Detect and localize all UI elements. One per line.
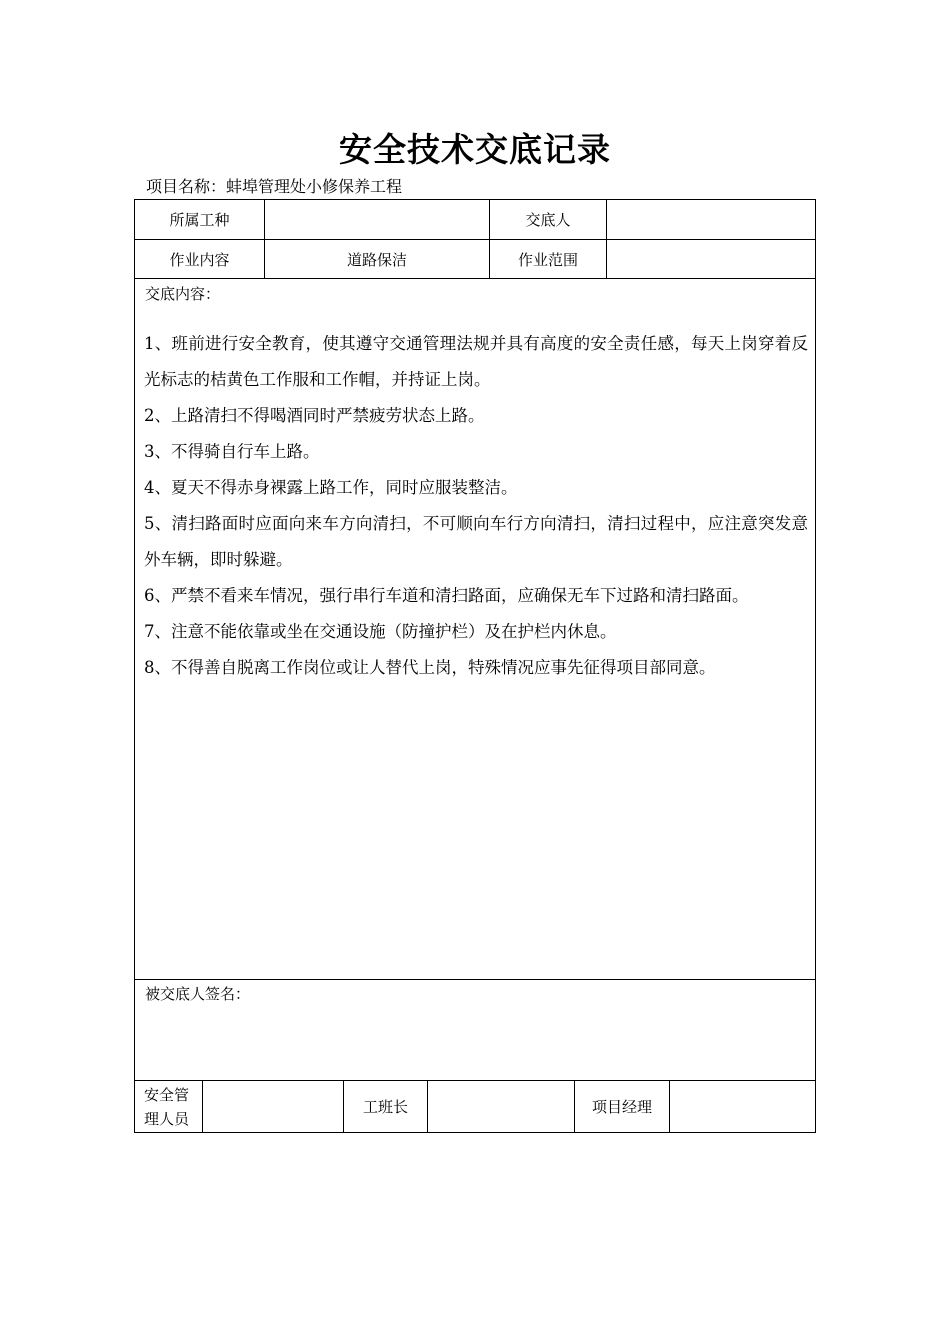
list-item: 1、班前进行安全教育，使其遵守交通管理法规并具有高度的安全责任感，每天上岗穿着反光标志的桔黄色工作服和工作帽，并持证上岗。 [144, 334, 808, 389]
list-item: 4、夏天不得赤身裸露上路工作，同时应服装整洁。 [144, 478, 518, 497]
document-title: 安全技术交底记录 [339, 130, 611, 169]
discloser-value [607, 200, 815, 239]
work-content-label: 作业内容 [169, 250, 230, 269]
work-type-label: 所属工种 [169, 211, 230, 229]
project-manager-label: 项目经理 [591, 1098, 652, 1116]
disclosure-items [144, 326, 808, 686]
work-scope-value [607, 240, 815, 278]
footer-divider-a [202, 1080, 203, 1132]
list-item: 5、清扫路面时应面向来车方向清扫，不可顺向车行方向清扫，清扫过程中，应注意突发意外车辆，即时躲避。 [144, 514, 808, 569]
list-item: 2、上路清扫不得喝酒同时严禁疲劳状态上路。 [144, 406, 485, 425]
safety-manager-label: 安全管理人员 [144, 1085, 190, 1128]
row-divider-4 [135, 1080, 815, 1081]
list-item: 6、严禁不看来车情况，强行串行车道和清扫路面，应确保无车下过路和清扫路面。 [144, 586, 749, 605]
signature-label: 被交底人签名： [145, 985, 251, 1003]
discloser-label: 交底人 [525, 211, 571, 229]
work-type-value [265, 200, 489, 239]
list-item: 3、不得骑自行车上路。 [144, 442, 320, 461]
row-divider-2 [135, 278, 815, 279]
disclosure-table [134, 199, 816, 1133]
footer-divider-c [427, 1080, 428, 1132]
work-scope-label: 作业范围 [517, 250, 578, 269]
project-name-line: 项目名称：蚌埠管理处小修保养工程 [146, 177, 403, 196]
team-leader-label: 工班长 [362, 1098, 408, 1116]
list-item: 8、不得善自脱离工作岗位或让人替代上岗，特殊情况应事先征得项目部同意。 [144, 658, 716, 677]
row-divider-3 [135, 979, 815, 980]
disclosure-content-label: 交底内容： [145, 285, 221, 303]
footer-divider-e [669, 1080, 670, 1132]
work-content-value: 道路保洁 [346, 250, 407, 269]
list-item: 7、注意不能依靠或坐在交通设施（防撞护栏）及在护栏内休息。 [144, 622, 617, 641]
